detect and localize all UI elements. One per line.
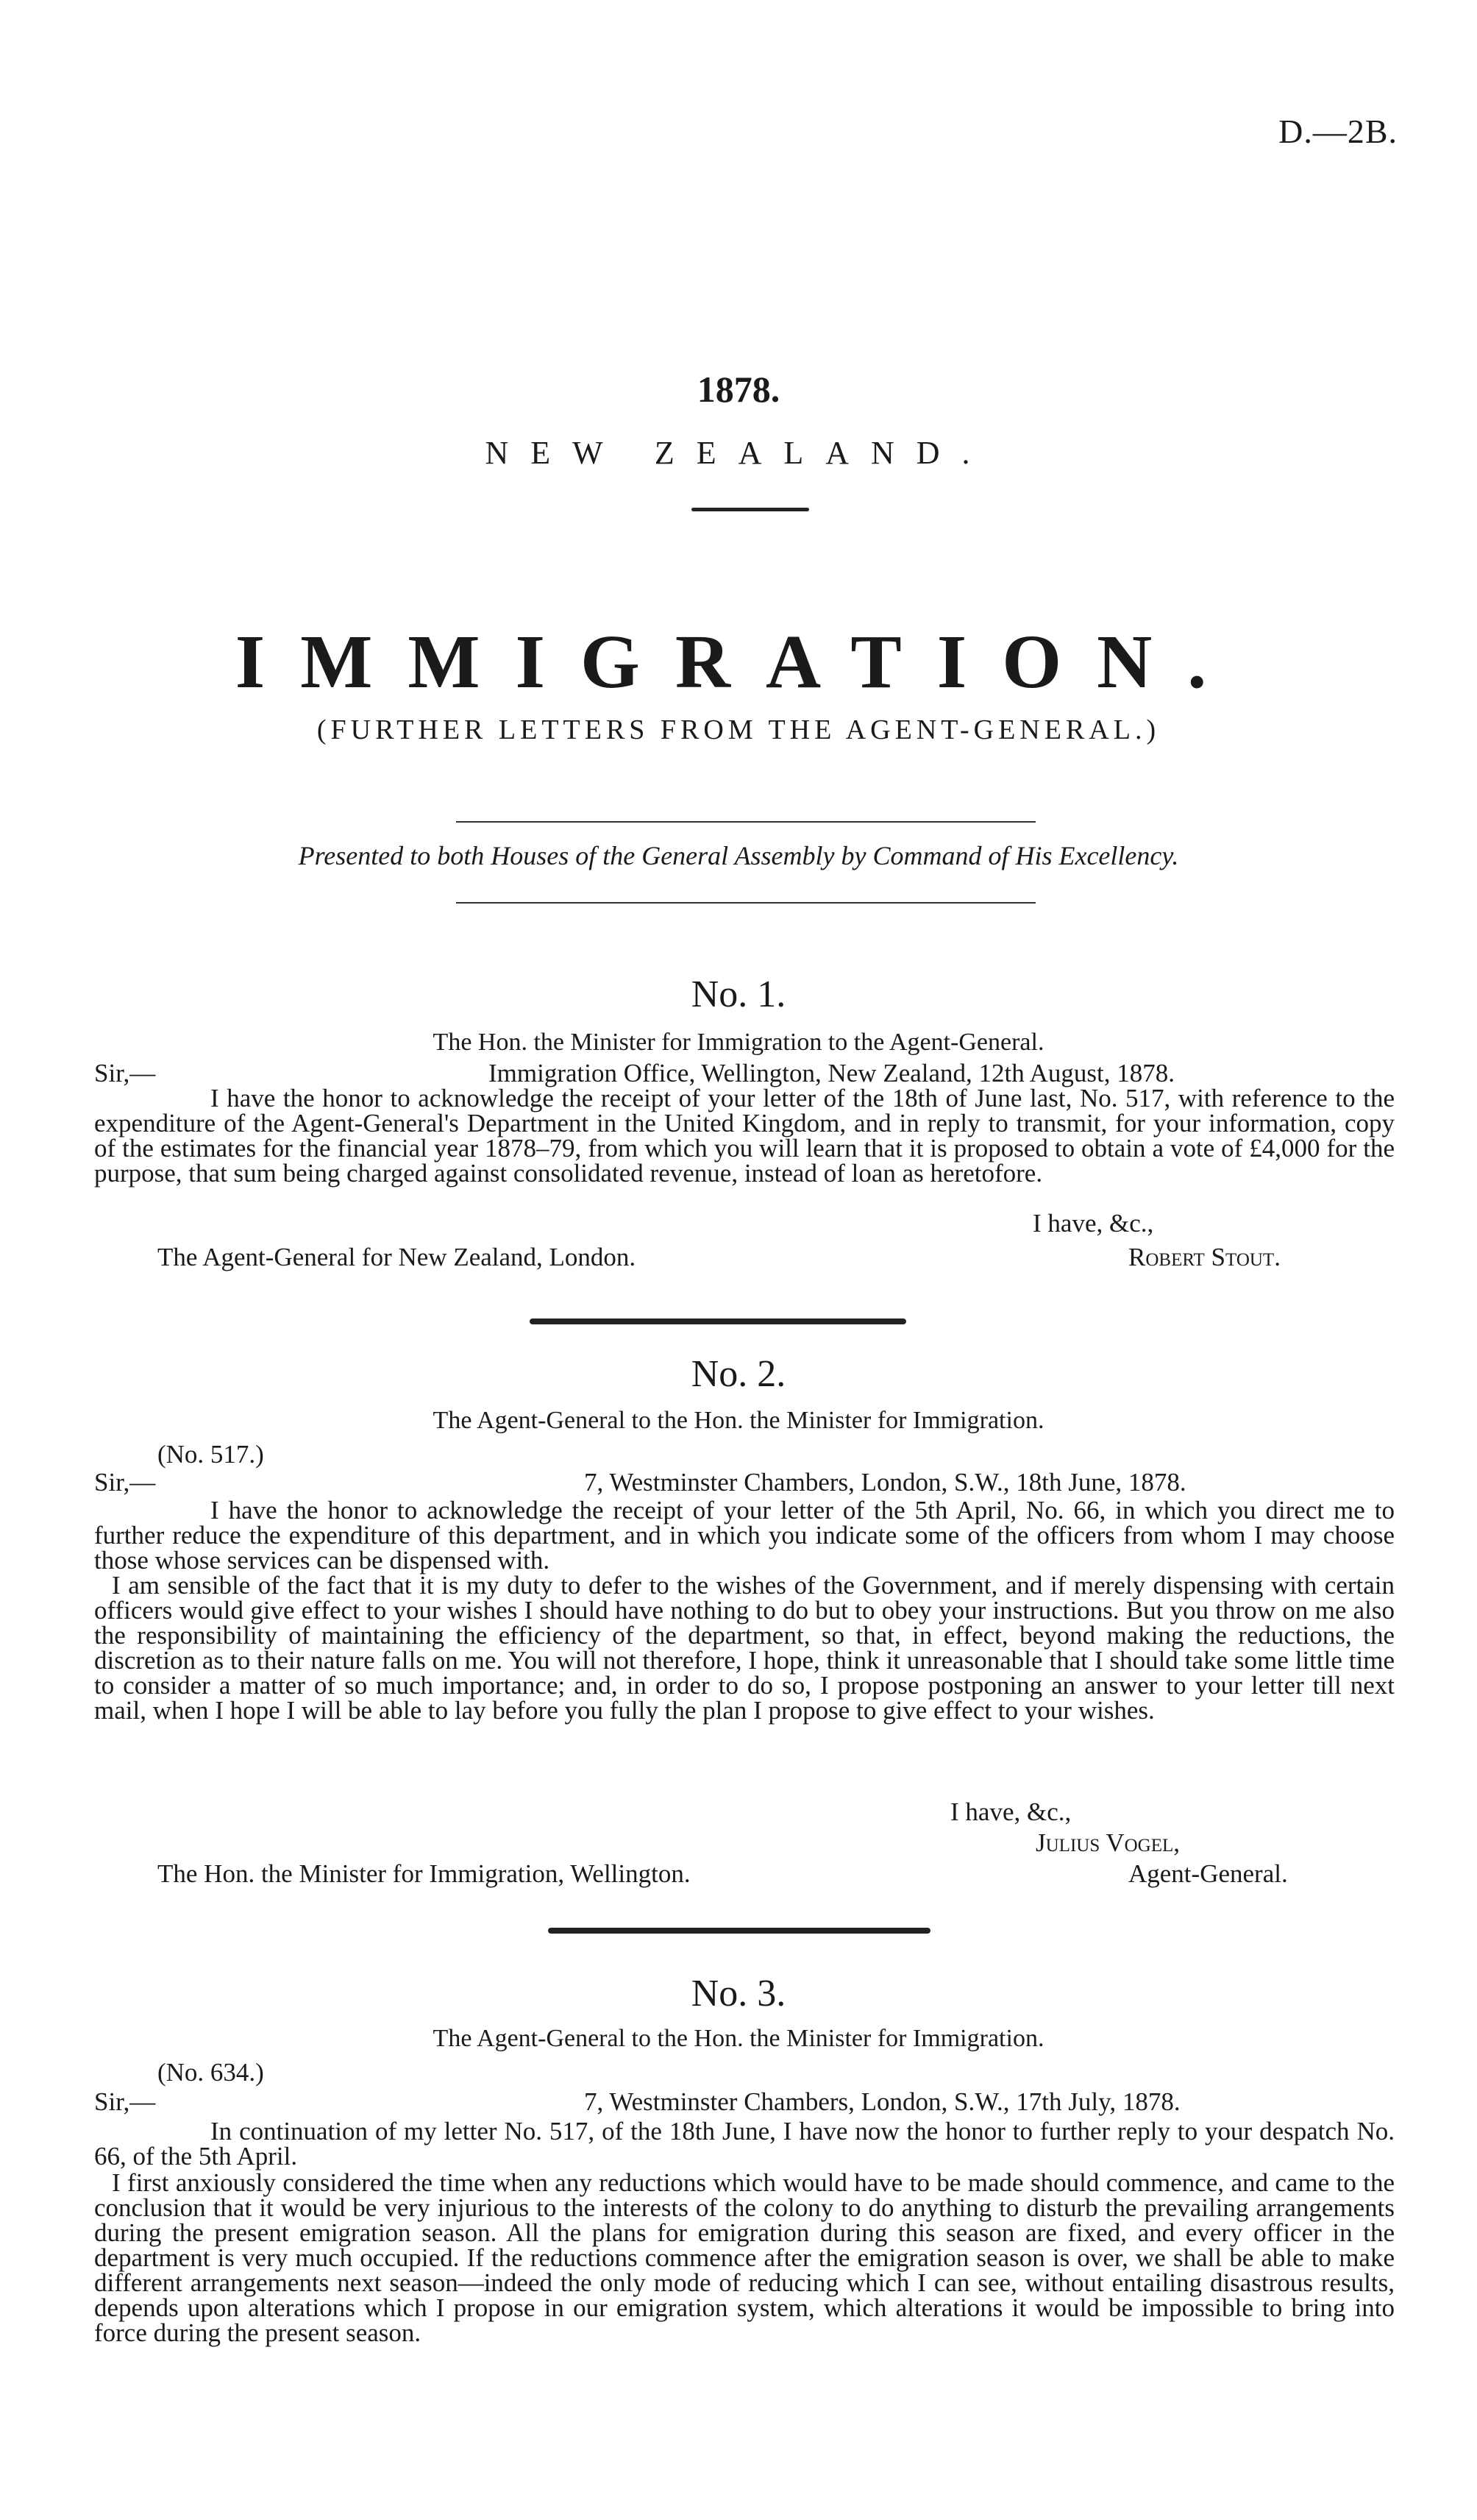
- document-year: 1878.: [697, 369, 780, 410]
- document-title: IMMIGRATION.: [235, 620, 1242, 704]
- document-country: NEW ZEALAND.: [485, 435, 992, 471]
- letter-2-ref: (No. 517.): [157, 1440, 264, 1469]
- letter-2-paragraph-1: I have the honor to acknowledge the receipt of your letter of the 5th April, No. 66, in which you direct me to further reduce the expenditure of this department, and in which you indicate some of the officers from whom I may choose those whose services can be dispensed with.: [94, 1496, 1395, 1575]
- letter-2-closing: I have, &c.,: [950, 1797, 1072, 1826]
- separator-1: [530, 1318, 906, 1324]
- document-reference-code: D.—2B.: [1278, 113, 1398, 150]
- letter-1-number: No. 1.: [691, 973, 786, 1015]
- letter-3-salutation: Sir,—: [94, 2087, 156, 2116]
- presented-top-rule: [456, 821, 1036, 823]
- separator-2: [548, 1928, 930, 1934]
- document-subtitle: (FURTHER LETTERS FROM THE AGENT-GENERAL.): [316, 714, 1161, 745]
- letter-2-salutation: Sir,—: [94, 1468, 156, 1497]
- letter-3-paragraph-2: I first anxiously considered the time when any reductions which would have to be made should commence, and came to the conclusion that it would be very injurious to the interests of the colony to do anything to disturb the prevailing arrangements during the present emigration season. All the plans for emigration during this season are fixed, and every officer in the department is very much occupied. If the reductions commence after the emigration season is over, we shall be able to make different arrangements next season—indeed the only mode of reducing which I can see, without entailing disastrous results, depends upon alterations which I propose in our emigration system, which alterations it would be impossible to bring into force during the present season.: [94, 2168, 1395, 2347]
- letter-2-heading: The Agent-General to the Hon. the Minister for Immigration.: [433, 1407, 1044, 1434]
- letter-1-heading: The Hon. the Minister for Immigration to the Agent-General.: [433, 1029, 1044, 1056]
- title-dash-divider: [691, 508, 809, 511]
- letter-2-paragraph-2: I am sensible of the fact that it is my duty to defer to the wishes of the Government, and if merely dispensing with certain officers would give effect to your wishes I should have nothing to do but to obey your instructions. But you throw on me also the responsibility of maintaining the efficiency of the department, so that, in effect, beyond making the reductions, the discretion as to their nature falls on me. You will not therefore, I hope, think it unreasonable that I should take some little time to consider a matter of so much importance; and, in order to do so, I propose postponing an answer to your letter till next mail, when I hope I will be able to lay before you fully the plan I propose to give effect to your wishes.: [94, 1571, 1395, 1725]
- letter-2-signature: Julius Vogel,: [1036, 1828, 1181, 1857]
- letter-3-ref: (No. 634.): [157, 2058, 264, 2087]
- letter-2-address: 7, Westminster Chambers, London, S.W., 18th June, 1878.: [584, 1468, 1186, 1497]
- letter-1-closing: I have, &c.,: [1033, 1209, 1154, 1238]
- letter-2-addressee: The Hon. the Minister for Immigration, Wellington.: [157, 1859, 691, 1888]
- presented-statement: Presented to both Houses of the General Assembly by Command of His Excellency.: [298, 841, 1179, 870]
- letter-3-heading: The Agent-General to the Hon. the Minister for Immigration.: [433, 2025, 1044, 2052]
- letter-1-paragraph-1: I have the honor to acknowledge the receipt of your letter of the 18th of June last, No. 517, with reference to the expenditure of the Agent-General's Department in the United Kingdom, and in reply to transmit, for your information, copy of the estimates for the financial year 1878–79, from which you will learn that it is proposed to obtain a vote of £4,000 for the purpose, that sum being charged against consolidated revenue, instead of loan as heretofore.: [94, 1084, 1395, 1188]
- letter-1-salutation: Sir,—: [94, 1059, 156, 1087]
- letter-1-address: Immigration Office, Wellington, New Zealand, 12th August, 1878.: [488, 1059, 1175, 1087]
- letter-3-paragraph-1: In continuation of my letter No. 517, of the 18th June, I have now the honor to further reply to your despatch No. 66, of the 5th April.: [94, 2117, 1395, 2171]
- presented-bottom-rule: [456, 902, 1036, 904]
- letter-2-number: No. 2.: [691, 1353, 786, 1395]
- letter-1-signature: Robert Stout.: [1128, 1243, 1281, 1271]
- letter-3-address: 7, Westminster Chambers, London, S.W., 17th July, 1878.: [584, 2087, 1181, 2116]
- letter-2-signature-title: Agent-General.: [1128, 1859, 1288, 1888]
- letter-1-addressee: The Agent-General for New Zealand, London.: [157, 1243, 636, 1271]
- letter-3-number: No. 3.: [691, 1973, 786, 2015]
